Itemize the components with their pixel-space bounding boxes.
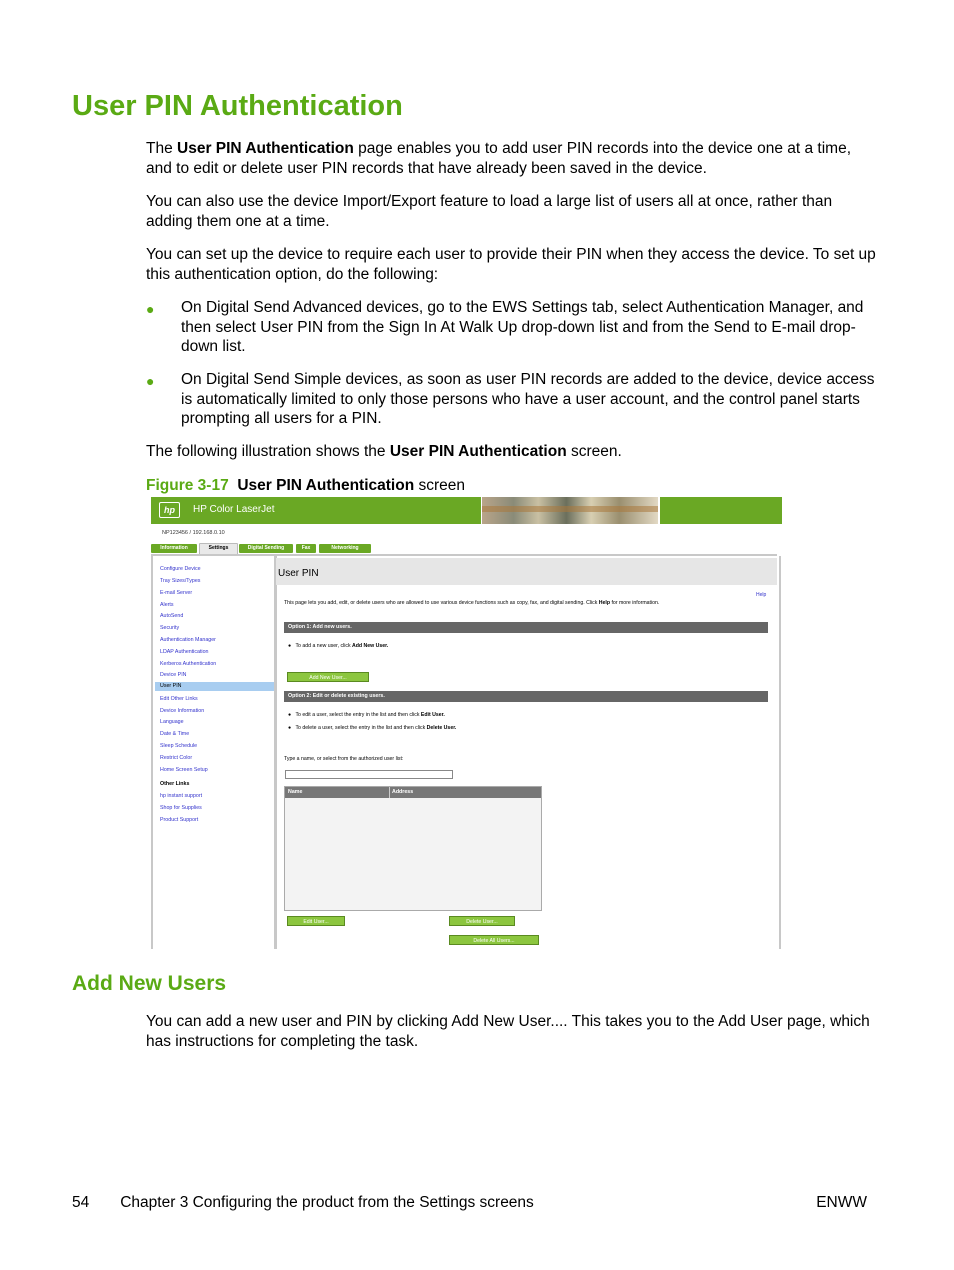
delete-all-users-button[interactable]: Delete All Users... bbox=[449, 935, 539, 945]
column-name-header[interactable]: Name bbox=[288, 789, 303, 795]
option1-header: Option 1: Add new users. bbox=[284, 622, 768, 633]
sidebar-other-links-header: Other Links bbox=[160, 781, 190, 787]
add-new-user-button[interactable]: Add New User... bbox=[287, 672, 369, 682]
sidebar-item-device-information[interactable]: Device Information bbox=[160, 708, 205, 714]
sidebar-item-kerberos[interactable]: Kerberos Authentication bbox=[160, 661, 217, 667]
content-title-bar bbox=[276, 558, 777, 585]
add-new-users-paragraph: You can add a new user and PIN by clicking Add New User.... This takes you to the Add User page, which has instructions for completing the task. bbox=[146, 1013, 870, 1050]
bullet-icon: ● bbox=[146, 301, 155, 317]
tab-settings[interactable]: Settings bbox=[199, 543, 238, 555]
sidebar-item-tray-sizes[interactable]: Tray Sizes/Types bbox=[160, 578, 201, 584]
option1-bullet: ● To add a new user, click Add New User. bbox=[288, 643, 389, 649]
bullet-advanced: On Digital Send Advanced devices, go to the EWS Settings tab, select Authentication Manager, and then select User PIN from the Sign In At Walk Up drop-down list and from the Send to E-mail drop-down list. bbox=[181, 299, 864, 355]
user-search-input[interactable] bbox=[285, 770, 453, 779]
sidebar-item-user-pin[interactable]: User PIN bbox=[155, 682, 276, 691]
sidebar-item-date-time[interactable]: Date & Time bbox=[160, 731, 190, 737]
tab-fax[interactable]: Fax bbox=[296, 544, 316, 553]
illustration-paragraph: The following illustration shows the User PIN Authentication screen. bbox=[146, 443, 622, 460]
help-link[interactable]: Help bbox=[756, 592, 767, 598]
delete-user-button[interactable]: Delete User... bbox=[449, 916, 515, 926]
content-description: This page lets you add, edit, or delete users who are allowed to use various device functions such as copy, fax, and digital sending. Click Help for more information. bbox=[284, 600, 660, 606]
figure-caption: Figure 3-17 User PIN Authentication screen bbox=[146, 477, 466, 494]
page-title: User PIN Authentication bbox=[72, 90, 403, 122]
intro-paragraph: The User PIN Authentication page enables you to add user PIN records into the device one at a time, and to edit or delete user PIN records that have already been saved in the device. bbox=[146, 140, 852, 177]
column-address-header[interactable]: Address bbox=[392, 789, 414, 795]
sidebar-item-security[interactable]: Security bbox=[160, 625, 180, 631]
sidebar-link-shop-supplies[interactable]: Shop for Supplies bbox=[160, 805, 202, 811]
sidebar-item-device-pin[interactable]: Device PIN bbox=[160, 672, 187, 678]
tab-digital-sending[interactable]: Digital Sending bbox=[239, 544, 293, 553]
option2-bullet-delete: ● To delete a user, select the entry in the list and then click Delete User. bbox=[288, 725, 457, 731]
search-label: Type a name, or select from the authorized user list: bbox=[284, 756, 404, 762]
option2-header: Option 2: Edit or delete existing users. bbox=[284, 691, 768, 702]
sidebar-item-alerts[interactable]: Alerts bbox=[160, 602, 174, 608]
sidebar-item-restrict-color[interactable]: Restrict Color bbox=[160, 755, 193, 761]
sidebar-item-sleep-schedule[interactable]: Sleep Schedule bbox=[160, 743, 198, 749]
sidebar-link-instant-support[interactable]: hp instant support bbox=[160, 793, 203, 799]
sidebar-item-authentication-manager[interactable]: Authentication Manager bbox=[160, 637, 216, 643]
tab-networking[interactable]: Networking bbox=[319, 544, 371, 553]
figure-screenshot bbox=[146, 497, 782, 949]
sidebar-item-email-server[interactable]: E-mail Server bbox=[160, 590, 193, 596]
tab-information[interactable]: Information bbox=[151, 544, 197, 553]
option2-bullet-edit: ● To edit a user, select the entry in the list and then click Edit User. bbox=[288, 712, 445, 718]
bullet-icon: ● bbox=[146, 373, 155, 389]
sidebar-link-product-support[interactable]: Product Support bbox=[160, 817, 199, 823]
section-heading-add-new-users: Add New Users bbox=[72, 972, 227, 995]
sidebar-item-autosend[interactable]: AutoSend bbox=[160, 613, 184, 619]
sidebar-item-language[interactable]: Language bbox=[160, 719, 184, 725]
product-name: HP Color LaserJet bbox=[193, 504, 275, 515]
user-list[interactable] bbox=[284, 786, 542, 911]
hp-logo-icon: hp bbox=[159, 502, 180, 518]
setup-paragraph: You can set up the device to require each user to provide their PIN when they access the device. To set up this authentication option, do the following: bbox=[146, 246, 876, 283]
sidebar-item-ldap[interactable]: LDAP Authentication bbox=[160, 649, 209, 655]
sidebar-item-edit-other-links[interactable]: Edit Other Links bbox=[160, 696, 198, 702]
header-banner-right bbox=[660, 497, 782, 524]
column-separator bbox=[389, 787, 390, 798]
device-ip: NP123456 / 192.168.0.10 bbox=[162, 530, 225, 536]
content-title: User PIN bbox=[278, 568, 319, 579]
header-banner bbox=[151, 497, 481, 524]
bullet-simple: On Digital Send Simple devices, as soon as user PIN records are added to the device, device access is automatically limited to only those persons who have a user account, and the control panel starts prompting all users for a PIN. bbox=[181, 371, 875, 427]
footer-chapter: 54 Chapter 3 Configuring the product from the Settings screens bbox=[72, 1194, 534, 1211]
banner-photo bbox=[482, 497, 658, 524]
sidebar-item-home-screen-setup[interactable]: Home Screen Setup bbox=[160, 767, 208, 773]
footer-enww: ENWW bbox=[816, 1194, 867, 1211]
sidebar-item-configure-device[interactable]: Configure Device bbox=[160, 566, 201, 572]
import-export-paragraph: You can also use the device Import/Export feature to load a large list of users all at once, rather than adding them one at a time. bbox=[146, 193, 833, 230]
edit-user-button[interactable]: Edit User... bbox=[287, 916, 345, 926]
